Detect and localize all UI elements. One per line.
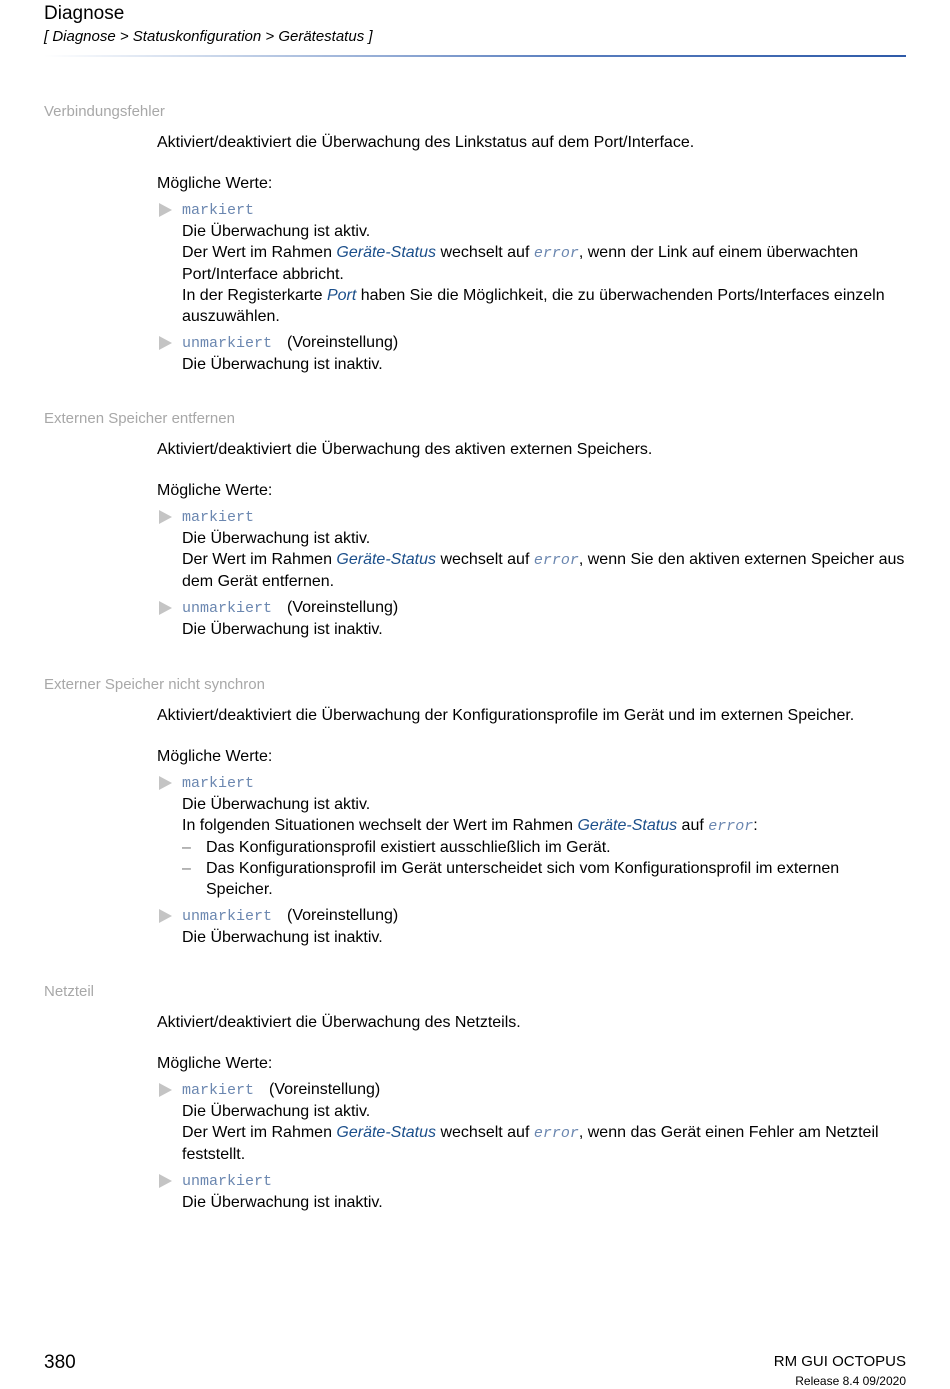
option-default-note: (Voreinstellung): [287, 334, 399, 351]
option-default-note: (Voreinstellung): [287, 907, 399, 924]
option-code: markiert: [182, 509, 255, 526]
geraete-status-link[interactable]: Geräte-Status: [336, 244, 437, 261]
geraete-status-link[interactable]: Geräte-Status: [336, 551, 437, 568]
option-detail: [182, 242, 909, 285]
values-label: Mögliche Werte:: [157, 1055, 273, 1072]
product-name: RM GUI OCTOPUS: [773, 1353, 906, 1370]
option-item: [157, 1170, 909, 1213]
option-line: Die Überwachung ist inaktiv.: [182, 621, 383, 638]
error-value: error: [533, 552, 579, 569]
option-line: Die Überwachung ist inaktiv.: [182, 1194, 383, 1211]
geraete-status-link[interactable]: Geräte-Status: [577, 817, 678, 834]
list-item-text: Das Konfigurationsprofil existiert ausschließlich im Gerät.: [206, 839, 611, 856]
text-run: haben Sie die Möglichkeit, die zu überwachenden Ports/Interfaces einzeln auszuwählen.: [182, 287, 885, 325]
section-description: Aktiviert/deaktiviert die Überwachung des aktiven externen Speichers.: [157, 441, 653, 458]
triangle-bullet-icon: [159, 510, 172, 524]
section-description: Aktiviert/deaktiviert die Überwachung des Netzteils.: [157, 1014, 521, 1031]
text-run: Der Wert im Rahmen: [182, 551, 337, 568]
dash-bullet-icon: –: [182, 839, 191, 856]
text-run: :: [753, 817, 758, 834]
option-code: unmarkiert: [182, 1173, 273, 1190]
text-run: auf: [677, 817, 709, 834]
option-code: markiert: [182, 1082, 255, 1099]
option-code: unmarkiert: [182, 908, 273, 925]
option-item: [157, 199, 909, 327]
option-line: Die Überwachung ist inaktiv.: [182, 929, 383, 946]
option-item: [157, 597, 909, 640]
text-run: Der Wert im Rahmen: [182, 244, 337, 261]
triangle-bullet-icon: [159, 1083, 172, 1097]
section-body: [157, 705, 909, 953]
text-run: Der Wert im Rahmen: [182, 1124, 337, 1141]
option-item: [157, 332, 909, 375]
option-line: Die Überwachung ist aktiv.: [182, 1103, 371, 1120]
triangle-bullet-icon: [159, 909, 172, 923]
values-label: Mögliche Werte:: [157, 175, 273, 192]
option-code: markiert: [182, 775, 255, 792]
header-divider: [44, 55, 906, 57]
option-detail: [182, 285, 909, 327]
section-heading: Verbindungsfehler: [44, 103, 165, 120]
option-line: Die Überwachung ist aktiv.: [182, 530, 371, 547]
option-detail: [182, 1122, 909, 1165]
page-number: 380: [44, 1352, 76, 1373]
option-line: Die Überwachung ist aktiv.: [182, 223, 371, 240]
port-tab-link[interactable]: Port: [326, 287, 357, 304]
option-item: [157, 905, 909, 948]
triangle-bullet-icon: [159, 336, 172, 350]
text-run: In der Registerkarte: [182, 287, 327, 304]
section-body: [157, 1012, 909, 1218]
option-default-note: (Voreinstellung): [287, 599, 399, 616]
list-item: [182, 858, 909, 900]
triangle-bullet-icon: [159, 1174, 172, 1188]
error-value: error: [533, 1125, 579, 1142]
geraete-status-link[interactable]: Geräte-Status: [336, 1124, 437, 1141]
section-description: Aktiviert/deaktiviert die Überwachung des Linkstatus auf dem Port/Interface.: [157, 134, 695, 151]
values-label: Mögliche Werte:: [157, 748, 273, 765]
triangle-bullet-icon: [159, 776, 172, 790]
option-line: Die Überwachung ist inaktiv.: [182, 356, 383, 373]
text-run: , wenn Sie den aktiven externen Speicher aus dem Gerät entfernen.: [182, 551, 905, 590]
text-run: wechselt auf: [436, 244, 534, 261]
error-value: error: [533, 245, 579, 262]
list-item-text: Das Konfigurationsprofil im Gerät unterscheidet sich vom Konfigurationsprofil im externen Speicher.: [206, 860, 840, 898]
breadcrumb: [ Diagnose > Statuskonfiguration > Gerätestatus ]: [44, 28, 373, 45]
option-item: [157, 506, 909, 592]
option-default-note: (Voreinstellung): [269, 1081, 381, 1098]
section-body: [157, 132, 909, 380]
list-item: [182, 837, 909, 858]
option-detail: [182, 549, 909, 592]
section-heading: Externen Speicher entfernen: [44, 410, 235, 427]
option-code: markiert: [182, 202, 255, 219]
page-title: Diagnose: [44, 3, 125, 24]
option-code: unmarkiert: [182, 335, 273, 352]
values-label: Mögliche Werte:: [157, 482, 273, 499]
triangle-bullet-icon: [159, 203, 172, 217]
text-run: , wenn das Gerät einen Fehler am Netzteil feststellt.: [182, 1124, 879, 1163]
section-heading: Netzteil: [44, 983, 95, 1000]
dash-bullet-icon: –: [182, 860, 191, 877]
section-description: Aktiviert/deaktiviert die Überwachung der Konfigurationsprofile im Gerät und im externen Speicher.: [157, 707, 855, 724]
option-code: unmarkiert: [182, 600, 273, 617]
text-run: In folgenden Situationen wechselt der Wert im Rahmen: [182, 817, 578, 834]
triangle-bullet-icon: [159, 601, 172, 615]
footer-info: [774, 1353, 906, 1389]
text-run: , wenn der Link auf einem überwachten Port/Interface abbricht.: [182, 244, 859, 283]
option-line: Die Überwachung ist aktiv.: [182, 796, 371, 813]
section-heading: Externer Speicher nicht synchron: [44, 676, 265, 693]
option-detail: [182, 815, 909, 837]
section-body: [157, 439, 909, 645]
text-run: wechselt auf: [436, 551, 534, 568]
option-item: [157, 772, 909, 900]
page-header: [44, 3, 906, 47]
option-item: [157, 1079, 909, 1165]
release-info: Release 8.4 09/2020: [795, 1374, 906, 1388]
error-value: error: [708, 818, 754, 835]
text-run: wechselt auf: [436, 1124, 534, 1141]
